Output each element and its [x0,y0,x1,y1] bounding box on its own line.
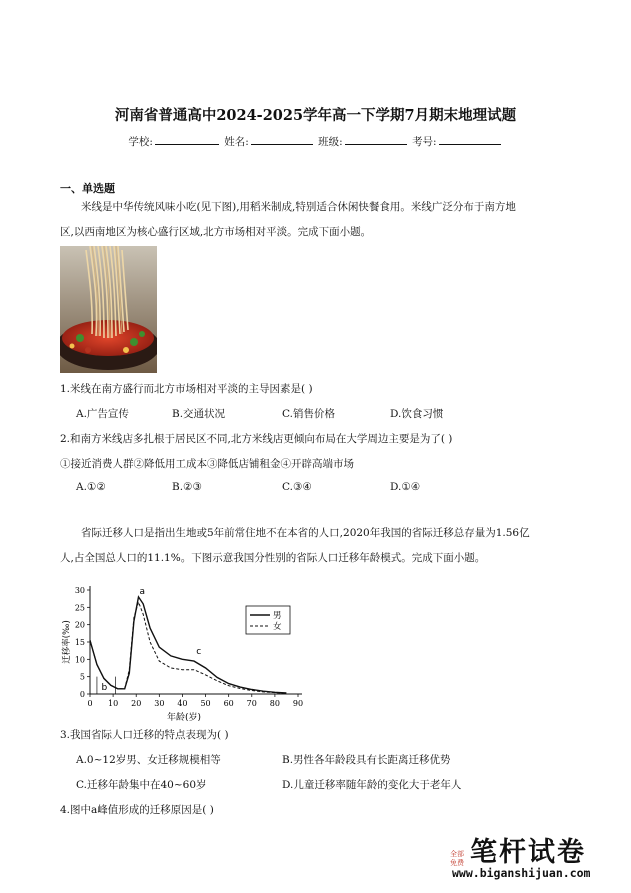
question-3-stem: 3.我国省际人口迁移的特点表现为( ) [60,729,229,741]
class-label: 班级: [318,136,343,148]
passage-1 [60,195,580,245]
question-2-items: ①接近消费人群②降低用工成本③降低店铺租金④开辟高端市场 [60,458,354,470]
q2-option-b[interactable]: B.②③ [172,481,202,493]
q3-option-c[interactable]: C.迁移年龄集中在40~60岁 [76,779,207,791]
q3-option-b[interactable]: B.男性各年龄段具有长距离迁移优势 [282,754,451,766]
school-blank [155,133,219,145]
annotation-b: b [101,682,108,693]
x-tick-label: 40 [177,699,188,708]
page-title: 河南省普通高中2024-2025学年高一下学期7月期末地理试题 [114,107,517,124]
watermark-brand: 笔杆试卷 [470,837,586,868]
x-tick-label: 0 [87,699,93,708]
migration-age-chart [60,582,310,722]
x-tick-label: 50 [200,699,211,708]
annotation-c: c [196,647,202,658]
section-title: 一、单选题 [60,182,115,195]
x-axis-label: 年龄(岁) [166,713,202,722]
school-label: 学校: [128,136,153,148]
exam-no-blank [439,133,501,145]
watermark-side-text: 全部免费 [450,850,464,867]
student-info-line [0,133,631,149]
legend-male-label: 男 [273,611,282,621]
q1-option-d[interactable]: D.饮食习惯 [390,408,444,420]
y-tick-label: 5 [79,672,85,682]
q1-option-c[interactable]: C.销售价格 [282,408,335,420]
y-tick-label: 10 [74,655,85,665]
migration-chart-svg [60,582,310,722]
x-tick-label: 60 [223,699,234,708]
annotation-a: a [139,586,146,597]
q3-option-d[interactable]: D.儿童迁移率随年龄的变化大于老年人 [282,779,462,791]
x-tick-label: 90 [292,699,304,708]
question-4-stem: 4.图中a峰值形成的迁移原因是( ) [60,804,214,816]
y-tick-label: 0 [79,690,85,699]
y-tick-label: 25 [74,603,85,613]
legend-box [246,606,290,634]
q2-option-c[interactable]: C.③④ [282,481,312,493]
passage-1-line-2: 区,以西南地区为核心盛行区域,北方市场相对平淡。完成下面小题。 [60,226,372,238]
x-tick-label: 20 [131,699,142,708]
y-tick-label: 30 [74,586,85,595]
q2-option-d[interactable]: D.①④ [390,481,421,493]
name-label: 姓名: [224,136,249,148]
passage-2-line-2: 人,占全国总人口的11.1%。下图示意我国分性别的省际人口迁移年龄模式。完成下面小题。 [60,552,486,564]
question-2-stem: 2.和南方米线店多扎根于居民区不同,北方米线店更倾向布局在大学周边主要是为了( ) [60,433,453,445]
q2-option-a[interactable]: A.①② [76,481,106,493]
q1-option-b[interactable]: B.交通状况 [172,408,226,420]
watermark-url: www.biganshijuan.com [452,866,591,880]
y-tick-label: 15 [74,638,85,647]
x-tick-label: 80 [269,699,280,708]
rice-noodle-photo [60,246,157,373]
q3-option-a[interactable]: A.0~12岁男、女迁移规模相等 [76,754,221,766]
passage-2-line-1: 省际迁移人口是指出生地或5年前常住地不在本省的人口,2020年我国的省际迁移总存量为1.56亿 [81,527,530,539]
question-1-stem: 1.米线在南方盛行而北方市场相对平淡的主导因素是( ) [60,383,313,395]
legend-female-label: 女 [273,622,282,632]
x-tick-label: 10 [108,699,119,708]
passage-1-line-1: 米线是中华传统风味小吃(见下图),用稻米制成,特别适合休闲快餐食用。米线广泛分布于南方地 [81,201,516,213]
exam-no-label: 考号: [412,136,437,148]
q1-option-a[interactable]: A.广告宣传 [76,408,129,420]
y-tick-label: 20 [74,620,85,630]
class-blank [345,133,407,145]
watermark-logo [450,828,630,888]
y-axis-label: 迁移率(‰) [62,620,72,664]
name-blank [251,133,313,145]
x-tick-label: 30 [154,699,165,708]
passage-2 [60,521,580,571]
x-tick-label: 70 [246,699,257,708]
